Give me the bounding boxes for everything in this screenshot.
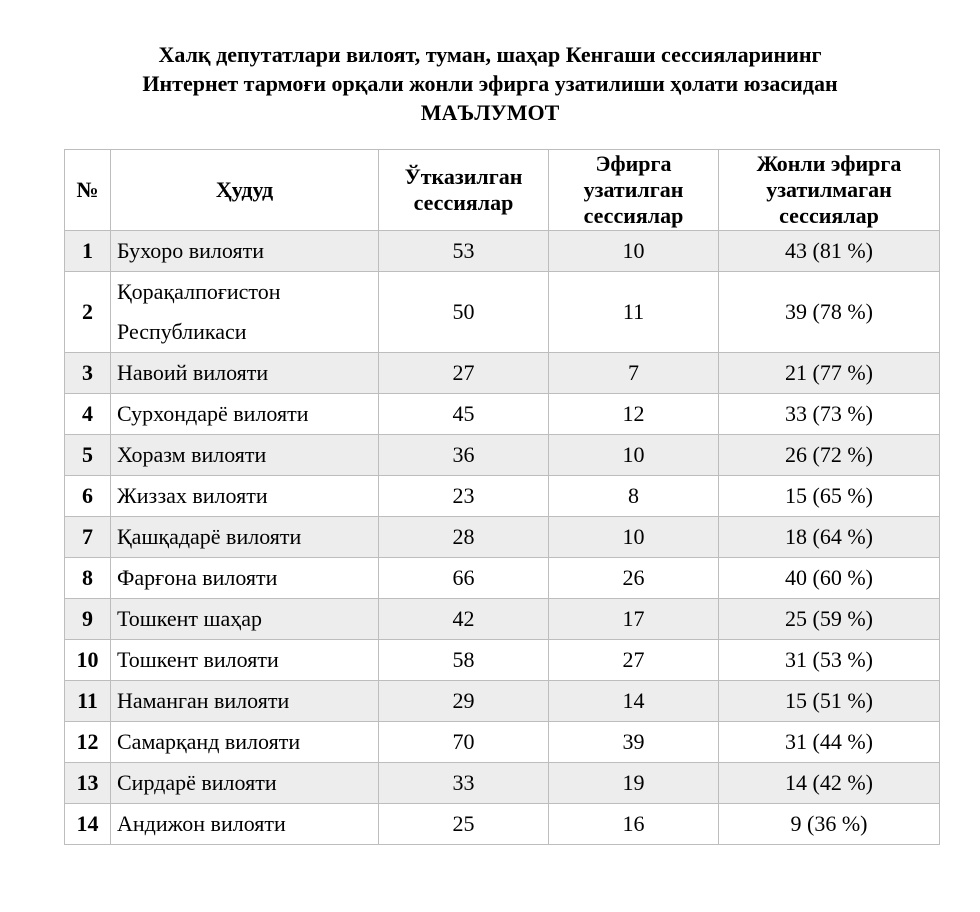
table-row: [65, 558, 940, 599]
row-aired: 10: [549, 517, 719, 558]
row-not-aired: 14 (42 %): [719, 763, 940, 804]
table-row: [65, 517, 940, 558]
row-not-aired: 15 (65 %): [719, 476, 940, 517]
table-row: [65, 435, 940, 476]
row-held: 36: [379, 435, 549, 476]
row-held: 58: [379, 640, 549, 681]
row-aired: 17: [549, 599, 719, 640]
row-not-aired: 33 (73 %): [719, 394, 940, 435]
row-aired: 10: [549, 231, 719, 272]
row-aired: 7: [549, 353, 719, 394]
row-no: 2: [65, 272, 111, 353]
row-aired: 27: [549, 640, 719, 681]
row-region: Фарғона вилояти: [111, 558, 379, 599]
header-aired: Эфирга узатилган сессиялар: [549, 150, 719, 231]
table-row: [65, 476, 940, 517]
table-row: [65, 231, 940, 272]
row-held: 70: [379, 722, 549, 763]
row-not-aired: 40 (60 %): [719, 558, 940, 599]
row-not-aired: 31 (53 %): [719, 640, 940, 681]
row-region: Хоразм вилояти: [111, 435, 379, 476]
row-aired: 12: [549, 394, 719, 435]
table-header-row: [65, 150, 940, 231]
row-no: 13: [65, 763, 111, 804]
row-not-aired: 31 (44 %): [719, 722, 940, 763]
row-no: 9: [65, 599, 111, 640]
row-held: 29: [379, 681, 549, 722]
table-row: [65, 804, 940, 845]
table-row: [65, 394, 940, 435]
row-region: Қашқадарё вилояти: [111, 517, 379, 558]
row-not-aired: 21 (77 %): [719, 353, 940, 394]
row-not-aired: 15 (51 %): [719, 681, 940, 722]
row-region: [111, 272, 379, 353]
row-no: 11: [65, 681, 111, 722]
table-row: [65, 763, 940, 804]
row-held: 25: [379, 804, 549, 845]
row-region: Сурхондарё вилояти: [111, 394, 379, 435]
header-held: Ўтказилган сессиялар: [379, 150, 549, 231]
row-region-line-2: Республикаси: [117, 319, 247, 344]
row-region: Тошкент шаҳар: [111, 599, 379, 640]
row-not-aired: 39 (78 %): [719, 272, 940, 353]
row-no: 4: [65, 394, 111, 435]
row-held: 50: [379, 272, 549, 353]
row-no: 6: [65, 476, 111, 517]
title-line-2: Интернет тармоғи орқали жонли эфирга узатилиши ҳолати юзасидан: [142, 71, 838, 96]
row-no: 7: [65, 517, 111, 558]
row-aired: 39: [549, 722, 719, 763]
row-not-aired: 25 (59 %): [719, 599, 940, 640]
row-no: 3: [65, 353, 111, 394]
title-line-1: Халқ депутатлари вилоят, туман, шаҳар Кенгаши сессияларининг: [158, 42, 822, 67]
table-row: [65, 599, 940, 640]
row-region: Сирдарё вилояти: [111, 763, 379, 804]
title-line-3: МАЪЛУМОТ: [420, 100, 560, 125]
row-no: 5: [65, 435, 111, 476]
header-region: Ҳудуд: [111, 150, 379, 231]
row-aired: 19: [549, 763, 719, 804]
table-row: [65, 681, 940, 722]
row-held: 28: [379, 517, 549, 558]
header-not-aired: Жонли эфирга узатилмаган сессиялар: [719, 150, 940, 231]
row-not-aired: 26 (72 %): [719, 435, 940, 476]
row-aired: 14: [549, 681, 719, 722]
row-region-line-1: Қорақалпоғистон: [117, 279, 281, 304]
row-held: 66: [379, 558, 549, 599]
table-row: [65, 272, 940, 353]
row-no: 10: [65, 640, 111, 681]
row-held: 23: [379, 476, 549, 517]
row-region: Жиззах вилояти: [111, 476, 379, 517]
row-not-aired: 43 (81 %): [719, 231, 940, 272]
row-region: Тошкент вилояти: [111, 640, 379, 681]
row-region: Андижон вилояти: [111, 804, 379, 845]
row-no: 8: [65, 558, 111, 599]
row-not-aired: 9 (36 %): [719, 804, 940, 845]
table-row: [65, 722, 940, 763]
row-aired: 26: [549, 558, 719, 599]
table-row: [65, 353, 940, 394]
table-row: [65, 640, 940, 681]
header-no: №: [65, 150, 111, 231]
sessions-table: [64, 149, 940, 845]
row-no: 14: [65, 804, 111, 845]
row-held: 42: [379, 599, 549, 640]
row-region: Бухоро вилояти: [111, 231, 379, 272]
row-held: 53: [379, 231, 549, 272]
row-aired: 8: [549, 476, 719, 517]
row-aired: 16: [549, 804, 719, 845]
row-held: 33: [379, 763, 549, 804]
row-region: Самарқанд вилояти: [111, 722, 379, 763]
row-held: 27: [379, 353, 549, 394]
row-aired: 11: [549, 272, 719, 353]
row-not-aired: 18 (64 %): [719, 517, 940, 558]
row-region: Навоий вилояти: [111, 353, 379, 394]
document-title: [0, 40, 980, 127]
row-held: 45: [379, 394, 549, 435]
row-no: 1: [65, 231, 111, 272]
row-region: Наманган вилояти: [111, 681, 379, 722]
row-aired: 10: [549, 435, 719, 476]
row-no: 12: [65, 722, 111, 763]
